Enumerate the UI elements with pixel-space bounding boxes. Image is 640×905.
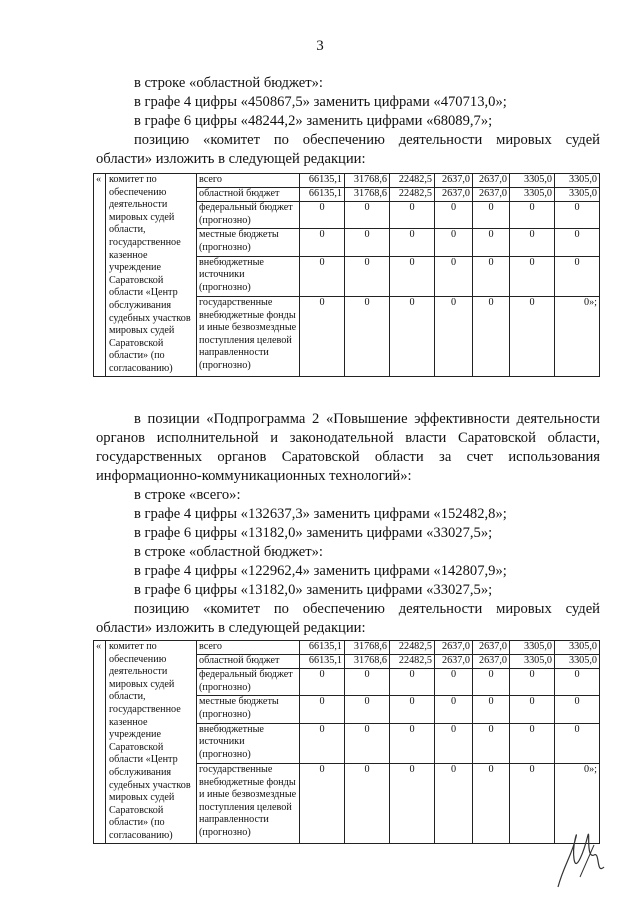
value-cell: 0	[345, 296, 390, 376]
value-cell: 66135,1	[300, 655, 345, 669]
value-cell: 31768,6	[345, 188, 390, 202]
value-cell: 2637,0	[473, 188, 510, 202]
text-line: в строке «областной бюджет»:	[134, 75, 323, 91]
value-cell: 0	[390, 696, 435, 723]
value-cell: 0	[390, 296, 435, 376]
funding-source-cell: всего	[197, 641, 300, 655]
funding-source-cell: федеральный бюджет (прогнозно)	[197, 669, 300, 696]
value-cell: 2637,0	[435, 188, 473, 202]
value-cell: 0	[390, 229, 435, 256]
value-cell: 0	[390, 256, 435, 296]
value-cell: 2637,0	[473, 641, 510, 655]
value-cell: 22482,5	[390, 188, 435, 202]
text-line: информационно-коммуникационных технологий»:	[96, 468, 412, 484]
organization-cell: комитет по обеспечению деятельности мировых судей области, государственное казенное учреждение Саратовской области «Центр обслуживания судебных участков мировых судей Саратовской области» (по согласованию)	[106, 174, 197, 377]
value-cell: 3305,0	[510, 641, 555, 655]
funding-source-cell: областной бюджет	[197, 655, 300, 669]
value-cell: 0	[473, 202, 510, 229]
value-cell: 0	[300, 229, 345, 256]
value-cell: 0	[473, 256, 510, 296]
value-cell: 66135,1	[300, 188, 345, 202]
value-cell: 0	[510, 229, 555, 256]
funding-source-cell: внебюджетные источники (прогнозно)	[197, 256, 300, 296]
value-cell: 0	[345, 256, 390, 296]
value-cell: 0	[510, 202, 555, 229]
page-number: 3	[316, 38, 324, 54]
signature-mark	[550, 815, 610, 895]
value-cell: 0	[435, 669, 473, 696]
value-cell: 2637,0	[435, 174, 473, 188]
funding-source-cell: областной бюджет	[197, 188, 300, 202]
value-cell: 0	[555, 202, 600, 229]
value-cell: 0	[390, 669, 435, 696]
value-cell: 0	[300, 696, 345, 723]
funding-source-cell: федеральный бюджет (прогнозно)	[197, 202, 300, 229]
text-line: позицию «комитет по обеспечению деятельности мировых судей	[134, 601, 600, 617]
funding-source-cell: местные бюджеты (прогнозно)	[197, 229, 300, 256]
value-cell: 2637,0	[473, 655, 510, 669]
value-cell: 0	[300, 256, 345, 296]
value-cell: 0	[473, 296, 510, 376]
value-cell: 3305,0	[555, 188, 600, 202]
funding-source-cell: всего	[197, 174, 300, 188]
value-cell: 0	[345, 763, 390, 843]
value-cell: 0	[345, 202, 390, 229]
value-cell: 0	[345, 229, 390, 256]
value-cell: 0	[435, 256, 473, 296]
value-cell: 0	[300, 296, 345, 376]
text-line: в графе 6 цифры «48244,2» заменить цифрами «68089,7»;	[134, 113, 493, 129]
replacement-table-2	[93, 640, 600, 844]
value-cell: 0	[390, 723, 435, 763]
value-cell: 0	[473, 723, 510, 763]
value-cell: 22482,5	[390, 641, 435, 655]
value-cell: 31768,6	[345, 655, 390, 669]
value-cell: 3305,0	[555, 655, 600, 669]
value-cell: 66135,1	[300, 641, 345, 655]
table-row	[94, 174, 600, 188]
value-cell: 3305,0	[555, 174, 600, 188]
value-cell: 0	[390, 763, 435, 843]
quote-mark-cell: «	[94, 174, 106, 377]
text-line: в строке «всего»:	[134, 487, 241, 503]
value-cell: 0	[510, 763, 555, 843]
organization-cell: комитет по обеспечению деятельности мировых судей области, государственное казенное учреждение Саратовской области «Центр обслуживания судебных участков мировых судей Саратовской области» (по согласованию)	[106, 641, 197, 844]
replacement-table-1	[93, 173, 600, 377]
value-cell: 31768,6	[345, 641, 390, 655]
funding-source-cell: местные бюджеты (прогнозно)	[197, 696, 300, 723]
value-cell: 0	[555, 669, 600, 696]
value-cell: 0	[510, 256, 555, 296]
value-cell: 2637,0	[435, 655, 473, 669]
value-cell: 0	[555, 256, 600, 296]
text-line: области» изложить в следующей редакции:	[96, 151, 366, 167]
value-cell: 0	[435, 296, 473, 376]
value-cell: 3305,0	[555, 641, 600, 655]
value-cell: 0	[345, 696, 390, 723]
value-cell: 2637,0	[473, 174, 510, 188]
value-cell: 0	[510, 696, 555, 723]
text-line: государственных органов Саратовской области за счет использования	[96, 449, 600, 465]
funding-source-cell: государственные внебюджетные фонды и иные безвозмездные поступления целевой направленности (прогнозно)	[197, 296, 300, 376]
value-cell: 66135,1	[300, 174, 345, 188]
value-cell: 0	[345, 669, 390, 696]
value-cell: 3305,0	[510, 655, 555, 669]
value-cell: 0»;	[555, 296, 600, 376]
text-line: в графе 6 цифры «13182,0» заменить цифрами «33027,5»;	[134, 525, 493, 541]
value-cell: 0	[435, 696, 473, 723]
value-cell: 0	[555, 229, 600, 256]
text-line: в графе 6 цифры «13182,0» заменить цифрами «33027,5»;	[134, 582, 493, 598]
value-cell: 22482,5	[390, 655, 435, 669]
table-row	[94, 641, 600, 655]
value-cell: 0	[510, 296, 555, 376]
text-line: в строке «областной бюджет»:	[134, 544, 323, 560]
value-cell: 0	[555, 696, 600, 723]
value-cell: 0»;	[555, 763, 600, 843]
value-cell: 0	[435, 202, 473, 229]
value-cell: 0	[300, 723, 345, 763]
text-line: области» изложить в следующей редакции:	[96, 620, 366, 636]
value-cell: 0	[473, 763, 510, 843]
value-cell: 31768,6	[345, 174, 390, 188]
value-cell: 0	[510, 723, 555, 763]
text-line: в графе 4 цифры «132637,3» заменить цифрами «152482,8»;	[134, 506, 507, 522]
value-cell: 0	[435, 763, 473, 843]
funding-source-cell: государственные внебюджетные фонды и иные безвозмездные поступления целевой направленности (прогнозно)	[197, 763, 300, 843]
quote-mark-cell: «	[94, 641, 106, 844]
value-cell: 0	[473, 696, 510, 723]
value-cell: 0	[300, 202, 345, 229]
text-line: в графе 4 цифры «450867,5» заменить цифрами «470713,0»;	[134, 94, 507, 110]
value-cell: 22482,5	[390, 174, 435, 188]
text-line: в позиции «Подпрограмма 2 «Повышение эффективности деятельности	[134, 411, 600, 427]
value-cell: 0	[345, 723, 390, 763]
text-line: в графе 4 цифры «122962,4» заменить цифрами «142807,9»;	[134, 563, 507, 579]
value-cell: 0	[435, 723, 473, 763]
value-cell: 0	[473, 229, 510, 256]
value-cell: 2637,0	[435, 641, 473, 655]
value-cell: 0	[390, 202, 435, 229]
value-cell: 3305,0	[510, 188, 555, 202]
value-cell: 0	[555, 723, 600, 763]
text-line: органов исполнительной и законодательной власти Саратовской области,	[96, 430, 600, 446]
value-cell: 0	[473, 669, 510, 696]
value-cell: 0	[435, 229, 473, 256]
value-cell: 0	[300, 763, 345, 843]
value-cell: 0	[510, 669, 555, 696]
value-cell: 0	[300, 669, 345, 696]
funding-source-cell: внебюджетные источники (прогнозно)	[197, 723, 300, 763]
text-line: позицию «комитет по обеспечению деятельности мировых судей	[134, 132, 600, 148]
value-cell: 3305,0	[510, 174, 555, 188]
